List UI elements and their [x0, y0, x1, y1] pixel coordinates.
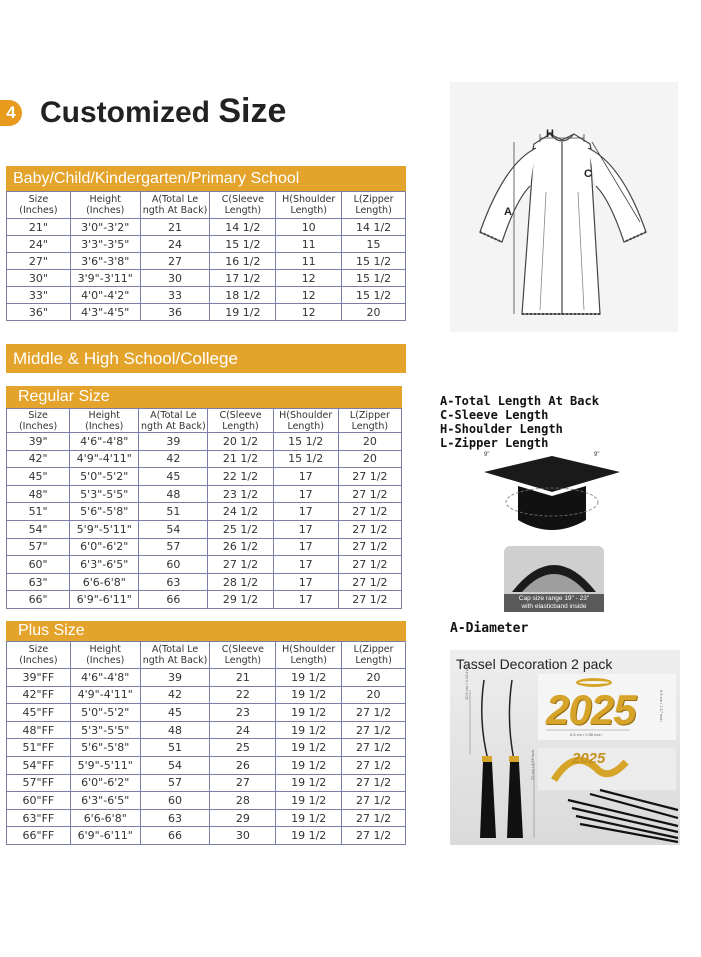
table-cell: 39 [139, 433, 208, 451]
column-header-line: Length) [290, 205, 327, 216]
table-cell: 19 1/2 [276, 721, 342, 739]
table-cell: 24 [210, 721, 276, 739]
table-cell: 19 1/2 [276, 792, 342, 810]
table-cell: 27 1/2 [338, 591, 401, 609]
table-cell: 27 1/2 [338, 520, 401, 538]
table-cell: 17 [273, 538, 338, 556]
column-header-line: Height [89, 194, 121, 205]
cap-caption-line2: with elasticband inside [521, 603, 587, 610]
section-bar-middle-high: Middle & High School/College [6, 344, 406, 373]
column-header-line: Size [28, 409, 48, 421]
table-cell: 42 [140, 686, 210, 704]
legend-item: A-Total Length At Back [440, 394, 599, 408]
table-cell: 33 [140, 287, 210, 304]
column-header-line: Height [89, 644, 121, 655]
table-cell: 12 [276, 287, 342, 304]
table-cell: 28 1/2 [208, 573, 273, 591]
table-cell: 19 1/2 [276, 704, 342, 722]
table-cell: 19 1/2 [276, 809, 342, 827]
table-header-row [7, 192, 406, 219]
column-header-line: ngth At Back) [141, 420, 206, 432]
table-cell: 10 [276, 219, 342, 236]
table-cell: 20 1/2 [208, 433, 273, 451]
table-cell: 18 1/2 [210, 287, 276, 304]
table-cell: 28 [210, 792, 276, 810]
table-cell: 19 1/2 [276, 774, 342, 792]
table-cell: 27 1/2 [338, 503, 401, 521]
table-cell: 63"FF [7, 809, 71, 827]
column-header [70, 642, 140, 669]
table-cell: 27 [210, 774, 276, 792]
column-header-line: Length) [351, 420, 389, 432]
column-header-line: H(Shoulder [282, 644, 336, 655]
table-cell: 3'3"-3'5" [70, 236, 140, 253]
table-cell: 51"FF [7, 739, 71, 757]
table-cell: 11 [276, 253, 342, 270]
table-cell: 27 1/2 [338, 556, 401, 574]
section-bar-regular: Regular Size [6, 386, 402, 408]
table-cell: 19 1/2 [210, 304, 276, 321]
column-header-line: C(Sleeve [219, 409, 262, 421]
table-cell: 27 1/2 [342, 827, 406, 845]
gown-label-c: C [584, 168, 592, 180]
column-header [210, 192, 276, 219]
table-cell: 25 1/2 [208, 520, 273, 538]
table-cell: 5'3"-5'5" [70, 485, 139, 503]
page-title [40, 92, 286, 131]
table-cell: 19 1/2 [276, 827, 342, 845]
table-cell: 27" [7, 253, 71, 270]
table-row [7, 774, 406, 792]
table-cell: 66 [140, 827, 210, 845]
table-cell: 4'9"-4'11" [70, 450, 139, 468]
table-cell: 17 [273, 503, 338, 521]
table-cell: 19 1/2 [276, 686, 342, 704]
table-cell: 24 [140, 236, 210, 253]
title-main: Size [218, 92, 287, 130]
gown-label-h: H [546, 128, 554, 140]
table-cell: 42" [7, 450, 70, 468]
table-cell: 29 [210, 809, 276, 827]
table-cell: 30 [140, 270, 210, 287]
table-cell: 57"FF [7, 774, 71, 792]
column-header [139, 409, 208, 433]
table-cell: 26 [210, 756, 276, 774]
cap-dim-right: 9" [594, 452, 600, 458]
table-cell: 27 1/2 [208, 556, 273, 574]
table-row [7, 721, 406, 739]
table-row [7, 433, 402, 451]
table-cell: 48"FF [7, 721, 71, 739]
table-cell: 12 [276, 304, 342, 321]
table-cell: 6'0"-6'2" [70, 538, 139, 556]
table-cell: 30" [7, 270, 71, 287]
table-cell: 4'6"-4'8" [70, 433, 139, 451]
measurement-legend [440, 394, 599, 450]
table-cell: 39"FF [7, 669, 71, 687]
table-cell: 22 [210, 686, 276, 704]
column-header-line: L(Zipper [349, 409, 390, 421]
column-header [276, 192, 342, 219]
table-cell: 54"FF [7, 756, 71, 774]
table-cell: 3'6"-3'8" [70, 253, 140, 270]
table-cell: 48 [140, 721, 210, 739]
table-cell: 63" [7, 573, 70, 591]
table-cell: 5'0"-5'2" [70, 704, 140, 722]
year-charm-swirl: 2025 [572, 750, 606, 767]
cap-dim-left: 9" [484, 452, 490, 458]
table-cell: 66 [139, 591, 208, 609]
table-row [7, 686, 406, 704]
column-header-line: A(Total Le [151, 644, 199, 655]
table-cell: 4'6"-4'8" [70, 669, 140, 687]
table-row [7, 287, 406, 304]
column-header-line: Height [88, 409, 120, 421]
cap-caption [504, 595, 604, 611]
legend-item: H-Shoulder Length [440, 422, 563, 436]
gown-diagram [450, 82, 678, 332]
table-cell: 51 [139, 503, 208, 521]
table-cell: 17 [273, 591, 338, 609]
table-cell: 39 [140, 669, 210, 687]
table-cell: 54 [139, 520, 208, 538]
column-header-line: (Inches) [18, 420, 58, 432]
table-cell: 5'6"-5'8" [70, 503, 139, 521]
table-row [7, 669, 406, 687]
column-header-line: Length) [224, 205, 262, 216]
table-header-row [7, 642, 406, 669]
tassel-decoration-image [450, 650, 680, 845]
legend-item: C-Sleeve Length [440, 408, 549, 422]
table-cell: 36" [7, 304, 71, 321]
column-header-line: Length) [224, 655, 262, 666]
table-cell: 29 1/2 [208, 591, 273, 609]
table-row [7, 556, 402, 574]
table-cell: 60"FF [7, 792, 71, 810]
column-header [140, 192, 210, 219]
table-cell: 11 [276, 236, 342, 253]
table-cell: 5'0"-5'2" [70, 468, 139, 486]
size-table-plus [6, 641, 406, 845]
table-cell: 27 1/2 [338, 468, 401, 486]
table-cell: 5'9"-5'11" [70, 520, 139, 538]
size-table-regular [6, 408, 402, 609]
table-cell: 60 [140, 792, 210, 810]
table-cell: 21 1/2 [208, 450, 273, 468]
table-cell: 27 1/2 [342, 774, 406, 792]
tassel-title: Tassel Decoration 2 pack [456, 656, 613, 672]
size-table-baby [6, 191, 406, 321]
table-cell: 15 1/2 [273, 450, 338, 468]
column-header-line: L(Zipper [353, 644, 394, 655]
table-cell: 17 [273, 573, 338, 591]
tassel-dim-length: 22 cm / 8.66 inch [530, 749, 535, 780]
column-header [208, 409, 273, 433]
column-header-line: Length) [355, 655, 392, 666]
table-cell: 14 1/2 [342, 219, 406, 236]
table-cell: 23 1/2 [208, 485, 273, 503]
tassel-dim-top-left: 10.5 cm / 4.13 inch [464, 666, 469, 700]
table-cell: 6'9"-6'11" [70, 591, 139, 609]
column-header-line: ngth At Back) [142, 655, 208, 666]
table-cell: 27 1/2 [342, 792, 406, 810]
title-prefix: Customized [40, 96, 211, 129]
column-header [273, 409, 338, 433]
column-header-line: C(Sleeve [221, 644, 264, 655]
table-cell: 27 [140, 253, 210, 270]
table-row [7, 809, 406, 827]
table-cell: 54 [140, 756, 210, 774]
table-row [7, 468, 402, 486]
table-cell: 27 1/2 [338, 538, 401, 556]
column-header [276, 642, 342, 669]
table-cell: 6'6-6'8" [70, 573, 139, 591]
table-cell: 4'0"-4'2" [70, 287, 140, 304]
column-header [7, 192, 71, 219]
table-cell: 21 [210, 669, 276, 687]
table-cell: 45" [7, 468, 70, 486]
column-header [70, 192, 140, 219]
table-cell: 4'3"-4'5" [70, 304, 140, 321]
table-cell: 57 [140, 774, 210, 792]
table-cell: 57 [139, 538, 208, 556]
tassel-dim-width: 6.5 cm / 2.56 inch [570, 732, 602, 737]
table-cell: 45 [140, 704, 210, 722]
column-header [140, 642, 210, 669]
column-header-line: L(Zipper [353, 194, 394, 205]
table-cell: 27 1/2 [342, 756, 406, 774]
table-cell: 20 [338, 433, 401, 451]
table-row [7, 792, 406, 810]
table-cell: 15 1/2 [210, 236, 276, 253]
table-cell: 14 1/2 [210, 219, 276, 236]
column-header [7, 642, 71, 669]
table-cell: 21 [140, 219, 210, 236]
column-header-line: A(Total Le [150, 409, 197, 421]
table-row [7, 304, 406, 321]
table-cell: 5'3"-5'5" [70, 721, 140, 739]
table-cell: 15 1/2 [342, 253, 406, 270]
column-header-line: (Inches) [85, 420, 124, 432]
table-cell: 3'9"-3'11" [70, 270, 140, 287]
table-cell: 4'9"-4'11" [70, 686, 140, 704]
column-header-line: C(Sleeve [221, 194, 264, 205]
table-cell: 54" [7, 520, 70, 538]
table-cell: 21" [7, 219, 71, 236]
table-cell: 6'6-6'8" [70, 809, 140, 827]
table-cell: 15 [342, 236, 406, 253]
table-cell: 6'3"-6'5" [70, 556, 139, 574]
table-cell: 45 [139, 468, 208, 486]
table-cell: 48 [139, 485, 208, 503]
table-cell: 22 1/2 [208, 468, 273, 486]
table-cell: 57" [7, 538, 70, 556]
table-cell: 12 [276, 270, 342, 287]
step-number-badge: 4 [0, 100, 22, 126]
cap-image [478, 452, 626, 620]
table-row [7, 827, 406, 845]
column-header-line: (Inches) [19, 655, 58, 666]
column-header-line: (Inches) [86, 655, 125, 666]
table-cell: 45"FF [7, 704, 71, 722]
table-cell: 19 1/2 [276, 739, 342, 757]
column-header-line: ngth At Back) [142, 205, 208, 216]
table-cell: 42 [139, 450, 208, 468]
column-header-line: Length) [290, 655, 327, 666]
tassel-dim-top-right: 5.5 cm / 2.17 inch [659, 690, 664, 722]
table-cell: 23 [210, 704, 276, 722]
table-cell: 19 1/2 [276, 756, 342, 774]
table-cell: 66"FF [7, 827, 71, 845]
table-row [7, 485, 402, 503]
table-row [7, 253, 406, 270]
table-row [7, 591, 402, 609]
table-cell: 3'0"-3'2" [70, 219, 140, 236]
year-charm: 2025 [546, 686, 636, 733]
table-cell: 51 [140, 739, 210, 757]
section-bar-baby: Baby/Child/Kindergarten/Primary School [6, 166, 406, 191]
table-cell: 20 [342, 669, 406, 687]
table-header-row [7, 409, 402, 433]
table-cell: 17 [273, 520, 338, 538]
table-row [7, 450, 402, 468]
table-cell: 19 1/2 [276, 669, 342, 687]
table-row [7, 520, 402, 538]
table-cell: 36 [140, 304, 210, 321]
table-cell: 17 [273, 485, 338, 503]
column-header [342, 642, 406, 669]
column-header [338, 409, 401, 433]
table-cell: 27 1/2 [342, 721, 406, 739]
table-cell: 51" [7, 503, 70, 521]
column-header-line: H(Shoulder [279, 409, 333, 421]
table-cell: 15 1/2 [273, 433, 338, 451]
table-row [7, 538, 402, 556]
table-cell: 66" [7, 591, 70, 609]
table-cell: 60" [7, 556, 70, 574]
table-cell: 6'0"-6'2" [70, 774, 140, 792]
table-cell: 17 1/2 [210, 270, 276, 287]
section-bar-plus: Plus Size [6, 621, 406, 641]
table-cell: 17 [273, 468, 338, 486]
column-header-line: Length) [355, 205, 392, 216]
column-header-line: Size [28, 644, 49, 655]
table-cell: 20 [342, 304, 406, 321]
column-header [210, 642, 276, 669]
table-cell: 63 [140, 809, 210, 827]
table-cell: 26 1/2 [208, 538, 273, 556]
table-cell: 6'9"-6'11" [70, 827, 140, 845]
table-cell: 5'9"-5'11" [70, 756, 140, 774]
column-header-line: (Inches) [86, 205, 125, 216]
table-cell: 48" [7, 485, 70, 503]
table-cell: 27 1/2 [342, 704, 406, 722]
table-cell: 27 1/2 [338, 573, 401, 591]
table-cell: 24 1/2 [208, 503, 273, 521]
column-header-line: Length) [287, 420, 324, 432]
table-cell: 27 1/2 [338, 485, 401, 503]
table-cell: 6'3"-6'5" [70, 792, 140, 810]
table-cell: 16 1/2 [210, 253, 276, 270]
table-cell: 24" [7, 236, 71, 253]
column-header [70, 409, 139, 433]
table-cell: 20 [342, 686, 406, 704]
table-row [7, 236, 406, 253]
table-row [7, 219, 406, 236]
table-cell: 42"FF [7, 686, 71, 704]
cap-caption-line1: Cap size range 19" - 23" [518, 595, 590, 602]
table-cell: 15 1/2 [342, 287, 406, 304]
table-cell: 33" [7, 287, 71, 304]
table-row [7, 503, 402, 521]
table-row [7, 739, 406, 757]
table-cell: 27 1/2 [342, 809, 406, 827]
column-header-line: H(Shoulder [282, 194, 336, 205]
table-cell: 63 [139, 573, 208, 591]
table-cell: 30 [210, 827, 276, 845]
table-cell: 60 [139, 556, 208, 574]
table-row [7, 270, 406, 287]
table-cell: 39" [7, 433, 70, 451]
legend-item: L-Zipper Length [440, 436, 549, 450]
table-cell: 20 [338, 450, 401, 468]
column-header-line: Size [28, 194, 49, 205]
table-row [7, 756, 406, 774]
column-header [342, 192, 406, 219]
table-cell: 17 [273, 556, 338, 574]
table-cell: 15 1/2 [342, 270, 406, 287]
table-cell: 27 1/2 [342, 739, 406, 757]
column-header-line: Length) [222, 420, 259, 432]
column-header-line: (Inches) [19, 205, 58, 216]
column-header-line: A(Total Le [151, 194, 199, 205]
table-row [7, 573, 402, 591]
diameter-label: A-Diameter [450, 621, 529, 636]
table-cell: 25 [210, 739, 276, 757]
gown-label-a: A [504, 206, 512, 218]
table-cell: 5'6"-5'8" [70, 739, 140, 757]
column-header [7, 409, 70, 433]
table-row [7, 704, 406, 722]
